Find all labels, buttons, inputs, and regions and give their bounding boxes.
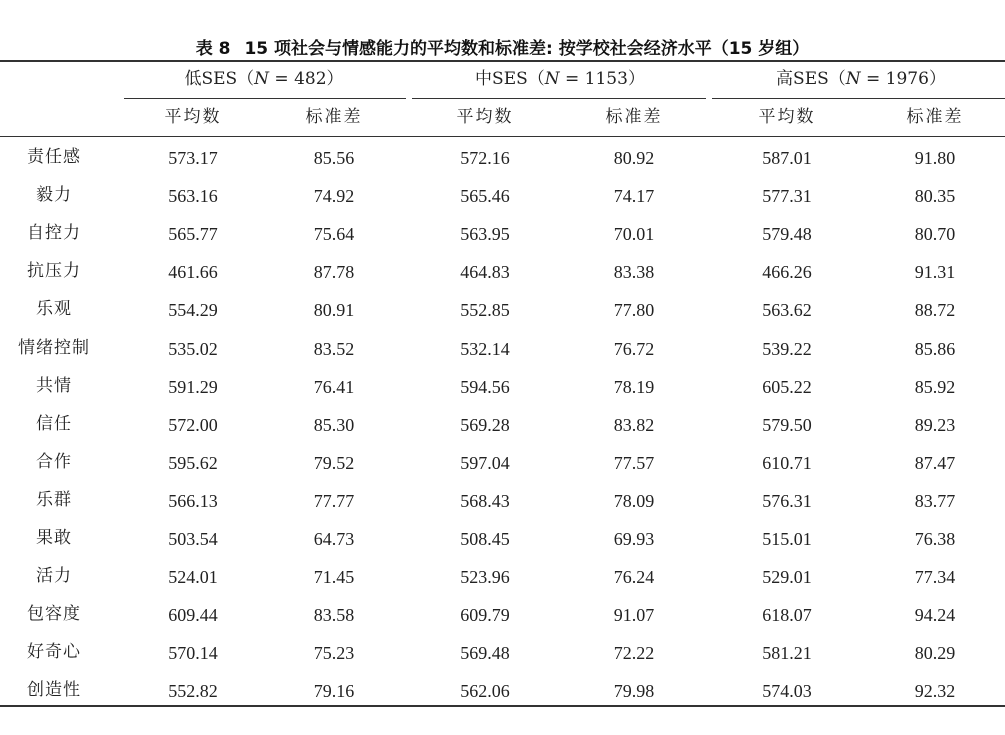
- table-cell: 587.01: [762, 148, 812, 168]
- table-cell: 609.79: [460, 605, 510, 626]
- row-label: 共情: [36, 375, 72, 396]
- group-underline: [712, 98, 1005, 99]
- table-cell: 595.62: [168, 452, 218, 473]
- row-label: 乐群: [36, 489, 72, 510]
- row-label: 包容度: [27, 604, 81, 625]
- column-header: 标准差: [906, 107, 964, 127]
- table-cell: 77.34: [914, 567, 956, 588]
- table-cell: 64.73: [313, 529, 355, 549]
- table-cell: 554.29: [168, 300, 218, 321]
- row-label: 好奇心: [27, 642, 81, 663]
- group-header: [430, 68, 690, 90]
- table-cell: 605.22: [762, 376, 812, 397]
- table-cell: 85.30: [313, 414, 355, 435]
- table-cell: 569.48: [460, 643, 510, 664]
- row-label: 抗压力: [27, 261, 81, 282]
- group-n-symbol: N: [254, 69, 270, 89]
- table-cell: 87.78: [313, 262, 355, 283]
- table-cell: 74.17: [613, 186, 655, 207]
- row-label: 合作: [36, 451, 72, 472]
- table-cell: 79.98: [613, 681, 655, 702]
- table-cell: 461.66: [168, 262, 218, 283]
- table-cell: 74.92: [313, 186, 355, 207]
- table-cell: 76.72: [613, 338, 655, 359]
- table-cell: 91.80: [914, 148, 956, 168]
- table-cell: 80.35: [914, 186, 956, 207]
- group-underline: [412, 98, 706, 99]
- table-cell: 72.22: [613, 643, 655, 664]
- table-cell: 94.24: [914, 605, 956, 626]
- row-label: 果敢: [36, 528, 72, 548]
- table-cell: 89.23: [914, 414, 956, 435]
- table-cell: 76.24: [613, 567, 655, 588]
- table-cell: 87.47: [914, 452, 956, 473]
- table-cell: 566.13: [168, 490, 218, 511]
- table-cell: 572.16: [460, 148, 510, 168]
- table-cell: 597.04: [460, 452, 510, 473]
- row-label: 自控力: [27, 223, 81, 244]
- table-cell: 576.31: [762, 490, 812, 511]
- table-cell: 570.14: [168, 643, 218, 664]
- table-cell: 79.52: [313, 452, 355, 473]
- table-caption: 15 项社会与情感能力的平均数和标准差: 按学校社会经济水平（15 岁组）: [244, 39, 810, 59]
- group-header: [134, 68, 394, 90]
- table-cell: 75.23: [313, 643, 355, 664]
- table-cell: 579.50: [762, 414, 812, 435]
- row-label: 情绪控制: [18, 337, 90, 358]
- group-header: [731, 68, 991, 90]
- table-cell: 71.45: [313, 567, 355, 588]
- table-cell: 85.92: [914, 376, 956, 397]
- table-cell: 76.41: [313, 376, 355, 397]
- table-cell: 83.82: [613, 414, 655, 435]
- group-n-symbol: N: [845, 69, 861, 89]
- table-cell: 573.17: [168, 148, 218, 168]
- table-cell: 80.29: [914, 643, 956, 664]
- table-cell: 610.71: [762, 452, 812, 473]
- group-n-symbol: N: [544, 69, 560, 89]
- table-cell: 79.16: [313, 681, 355, 702]
- row-label: 创造性: [27, 680, 81, 701]
- table-cell: 85.56: [313, 148, 355, 168]
- table-cell: 515.01: [762, 529, 812, 549]
- column-header: 平均数: [758, 107, 816, 127]
- table-cell: 565.77: [168, 224, 218, 245]
- group-prefix: 低SES（: [184, 69, 255, 89]
- subheader-rule: [0, 136, 1005, 137]
- table-cell: 80.70: [914, 224, 956, 245]
- table-cell: 523.96: [460, 567, 510, 588]
- table-cell: 88.72: [914, 300, 956, 321]
- table-cell: 529.01: [762, 567, 812, 588]
- table-cell: 609.44: [168, 605, 218, 626]
- table-cell: 568.43: [460, 490, 510, 511]
- table-cell: 77.77: [313, 490, 355, 511]
- table-cell: 77.80: [613, 300, 655, 321]
- table-cell: 562.06: [460, 681, 510, 702]
- table-cell: 532.14: [460, 338, 510, 359]
- group-n-value: = 482）: [269, 69, 344, 89]
- group-prefix: 高SES（: [776, 69, 846, 89]
- column-header: 平均数: [456, 107, 514, 127]
- group-prefix: 中SES（: [475, 69, 545, 89]
- table-cell: 552.82: [168, 681, 218, 702]
- table-cell: 524.01: [168, 567, 218, 588]
- table-cell: 83.38: [613, 262, 655, 283]
- table-cell: 77.57: [613, 452, 655, 473]
- table-cell: 78.09: [613, 490, 655, 511]
- table-number: 表 8: [195, 39, 231, 59]
- table-cell: 91.31: [914, 262, 956, 283]
- row-label: 乐观: [36, 299, 72, 320]
- table-cell: 539.22: [762, 338, 812, 359]
- table-cell: 572.00: [168, 414, 218, 435]
- table-cell: 563.16: [168, 186, 218, 207]
- table-cell: 577.31: [762, 186, 812, 207]
- table-cell: 80.91: [313, 300, 355, 321]
- row-label: 信任: [36, 413, 72, 434]
- table-cell: 574.03: [762, 681, 812, 702]
- table-cell: 92.32: [914, 681, 956, 702]
- table-cell: 591.29: [168, 376, 218, 397]
- group-underline: [124, 98, 406, 99]
- table-cell: 563.62: [762, 300, 812, 321]
- column-header: 标准差: [305, 107, 363, 127]
- table-cell: 552.85: [460, 300, 510, 321]
- table-cell: 75.64: [313, 224, 355, 245]
- table-title: [0, 34, 1005, 59]
- table-cell: 508.45: [460, 529, 510, 549]
- row-label: 活力: [36, 566, 72, 587]
- top-rule: [0, 60, 1005, 62]
- table-cell: 78.19: [613, 376, 655, 397]
- table-cell: 80.92: [613, 148, 655, 168]
- group-n-value: = 1976）: [860, 69, 946, 89]
- table-cell: 503.54: [168, 529, 218, 549]
- table-cell: 569.28: [460, 414, 510, 435]
- group-n-value: = 1153）: [559, 69, 645, 89]
- table-cell: 83.77: [914, 490, 956, 511]
- table-cell: 76.38: [914, 529, 956, 549]
- table-cell: 594.56: [460, 376, 510, 397]
- row-label: 责任感: [27, 147, 81, 167]
- table-cell: 466.26: [762, 262, 812, 283]
- table-cell: 535.02: [168, 338, 218, 359]
- table-cell: 91.07: [613, 605, 655, 626]
- table-cell: 69.93: [613, 529, 655, 549]
- table-cell: 579.48: [762, 224, 812, 245]
- column-header: 标准差: [605, 107, 663, 127]
- table-cell: 581.21: [762, 643, 812, 664]
- table-cell: 618.07: [762, 605, 812, 626]
- table-cell: 83.58: [313, 605, 355, 626]
- table-cell: 565.46: [460, 186, 510, 207]
- table-cell: 563.95: [460, 224, 510, 245]
- table-cell: 70.01: [613, 224, 655, 245]
- table-cell: 85.86: [914, 338, 956, 359]
- table-cell: 83.52: [313, 338, 355, 359]
- bottom-rule: [0, 705, 1005, 707]
- row-label: 毅力: [36, 185, 72, 206]
- column-header: 平均数: [164, 107, 222, 127]
- table-cell: 464.83: [460, 262, 510, 283]
